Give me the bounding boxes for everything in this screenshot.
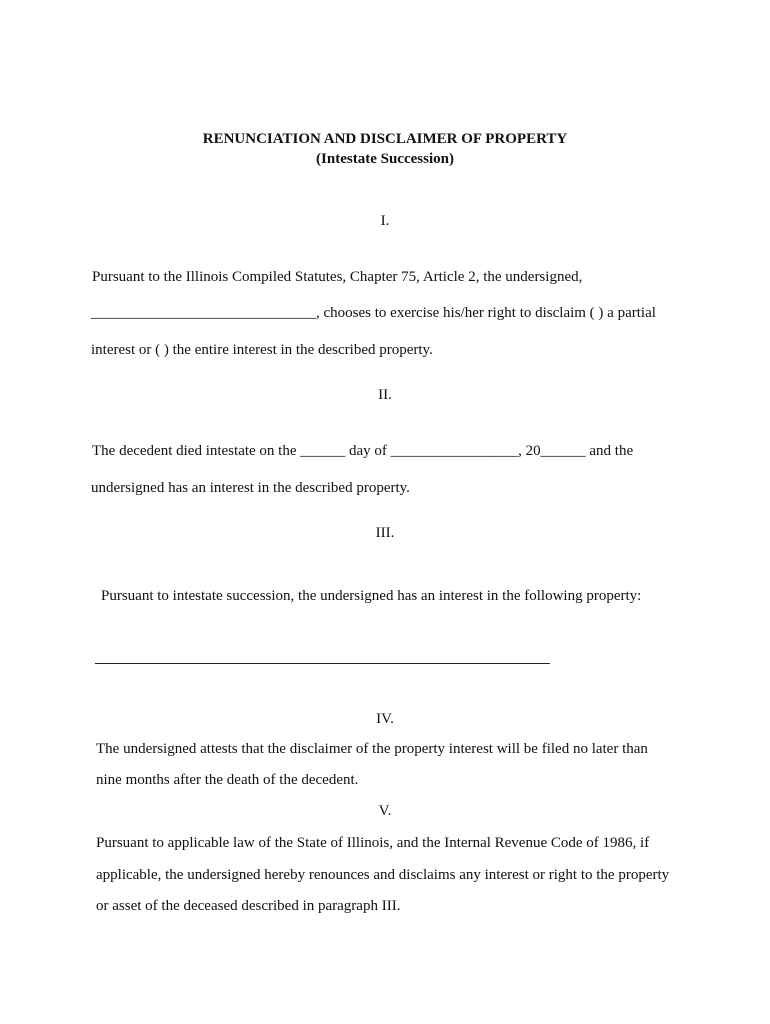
- section-3-line-1: Pursuant to intestate succession, the undersigned has an interest in the following property:: [101, 588, 642, 604]
- property-description-line: [95, 663, 550, 664]
- section-numeral-5: V.: [378, 803, 392, 819]
- section-5-line-1: Pursuant to applicable law of the State of Illinois, and the Internal Revenue Code of 1986, if: [96, 835, 650, 851]
- section-4-line-1: The undersigned attests that the disclaimer of the property interest will be filed no later than: [96, 741, 648, 757]
- section-5-line-3: or asset of the deceased described in paragraph III.: [96, 898, 401, 914]
- section-numeral-4: IV.: [376, 711, 394, 727]
- section-4-line-2: nine months after the death of the decedent.: [96, 772, 359, 788]
- section-5-line-2: applicable, the undersigned hereby renounces and disclaims any interest or right to the property: [96, 867, 670, 883]
- section-numeral-3: III.: [375, 525, 395, 541]
- document-title: RENUNCIATION AND DISCLAIMER OF PROPERTY: [202, 131, 568, 147]
- section-1-line-1: Pursuant to the Illinois Compiled Statutes, Chapter 75, Article 2, the undersigned,: [92, 269, 583, 285]
- section-numeral-1: I.: [380, 213, 390, 229]
- section-2-line-2: undersigned has an interest in the described property.: [91, 480, 410, 496]
- section-numeral-2: II.: [378, 387, 392, 403]
- document-subtitle: (Intestate Succession): [316, 151, 454, 167]
- section-1-line-3: interest or ( ) the entire interest in the described property.: [91, 342, 433, 358]
- section-1-line-2: ______________________________, chooses to exercise his/her right to disclaim ( ) a partial: [91, 305, 656, 321]
- section-2-line-1: The decedent died intestate on the ______ day of _________________, 20______ and the: [92, 443, 634, 459]
